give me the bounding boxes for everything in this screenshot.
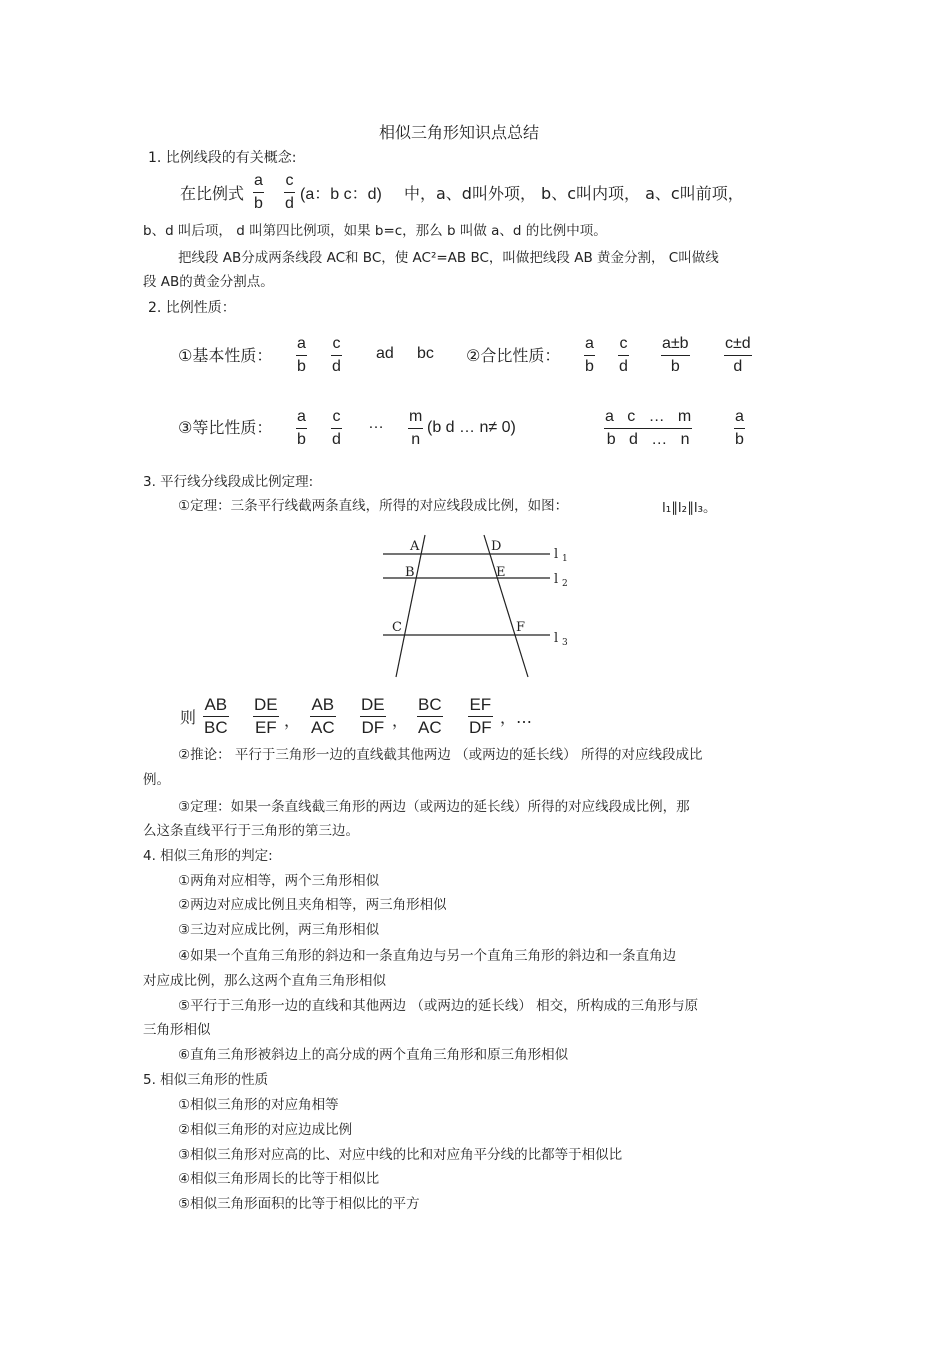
fraction-numerator: a [254,172,263,189]
fraction-numerator: a [297,408,306,425]
fraction-a-b [296,333,307,378]
corollary-line-2: 例。 [143,772,170,788]
golden-section-line-2: 段 AB的黄金分割点。 [143,274,274,290]
parallel-lines-notation: l₁∥l₂∥l₃。 [662,500,717,516]
nonzero-condition: (b d … n≠ 0) [427,419,516,436]
fraction-denominator: DF [469,718,492,737]
fraction-denominator: BC [204,718,228,737]
fraction-c-d [618,333,629,378]
fraction-denominator: b [254,195,263,212]
fraction-numerator: a c … m [605,408,692,425]
point-label-D: D [491,539,502,554]
line-label-l3-subscript: 3 [562,638,568,648]
section-3-heading: 3. 平行线分线段成比例定理: [143,474,314,490]
fraction-a-pm-b [661,333,690,378]
proportion-ratio: (a：b c：d) [300,186,382,203]
fraction-a-b [734,406,745,451]
fraction-c-d [284,170,295,215]
basic-property-label: ①基本性质： [178,346,273,365]
point-label-A: A [410,539,420,554]
criterion-item: ③三边对应成比例，两三角形相似 [178,922,380,938]
fraction-numerator: a [735,408,744,425]
fraction-denominator: n [411,431,421,448]
criterion-item: ②两边对应成比例且夹角相等，两三角形相似 [178,897,447,913]
proportion-terms-text: 中，a、d叫外项， b、c叫内项， a、c叫前项， [404,184,744,203]
ratio-BC-AC [417,694,443,739]
sum-property-label: ②合比性质： [466,346,561,365]
fraction-denominator: AC [311,718,335,737]
fraction-denominator: d [733,358,743,375]
fraction-c-d [331,406,342,451]
section-4-heading: 4. 相似三角形的判定: [143,848,273,864]
ratio-EF-DF [468,694,493,739]
fraction-denominator: b [670,358,680,375]
fraction-numerator: AB [204,695,228,714]
proportion-terms-line-2: b、d 叫后项， d 叫第四比例项，如果 b=c，那么 b 叫做 a、d 的比例中项。 [143,223,607,239]
criterion-item-continuation: 三角形相似 [143,1022,211,1038]
point-label-E: E [496,565,506,580]
converse-theorem-line-2: 么这条直线平行于三角形的第三边。 [143,823,359,839]
parallel-lines-figure [380,530,580,680]
line-label-l2: l [554,572,559,587]
point-label-F: F [516,620,526,635]
fraction-numerator: c±d [725,335,751,352]
criterion-item: ⑥直角三角形被斜边上的高分成的两个直角三角形和原三角形相似 [178,1047,569,1063]
property-item: ④相似三角形周长的比等于相似比 [178,1171,380,1187]
fraction-sum-ratio [604,406,692,451]
fraction-numerator: m [409,408,423,425]
proportion-prefix: 在比例式 [180,184,245,203]
fraction-numerator: c [619,335,628,352]
ratio-AB-AC [310,694,336,739]
fraction-numerator: a±b [662,335,689,352]
property-item: ③相似三角形对应高的比、对应中线的比和对应角平分线的比都等于相似比 [178,1147,623,1163]
fraction-denominator: AC [418,718,442,737]
then-label: 则 [180,708,197,727]
equal-ratio-property-label: ③等比性质： [178,418,273,437]
section-1-heading: 1. 比例线段的有关概念: [148,150,297,166]
fraction-c-pm-d [724,333,752,378]
golden-section-line-1: 把线段 AB分成两条线段 AC和 BC，使 AC²=AB BC，叫做把线段 AB 黄金分割， C叫做线 [178,250,719,266]
fraction-numerator: BC [418,695,442,714]
trailing-ellipsis: ，… [500,708,533,727]
fraction-denominator: b [585,358,594,375]
fraction-denominator: d [619,358,628,375]
fraction-numerator: c [332,408,341,425]
fraction-denominator: b [297,431,306,448]
property-item: ①相似三角形的对应角相等 [178,1097,339,1113]
fraction-m-n [408,406,423,451]
converse-theorem-line-1: ③定理：如果一条直线截三角形的两边（或两边的延长线）所得的对应线段成比例，那 [178,799,690,815]
transversal-ACB [396,535,425,677]
ratio-AB-BC [203,694,229,739]
ratio-DE-EF [253,694,279,739]
criterion-item: ①两角对应相等，两个三角形相似 [178,873,380,889]
separator-comma: ， [284,711,301,730]
criterion-item: ④如果一个直角三角形的斜边和一条直角边与另一个直角三角形的斜边和一条直角边 [178,948,677,964]
transversal-DEF [484,535,528,677]
fraction-denominator: b [735,431,744,448]
fraction-denominator: d [285,195,294,212]
fraction-numerator: DE [361,695,385,714]
section-5-heading: 5. 相似三角形的性质 [143,1072,269,1088]
section-2-heading: 2. 比例性质： [148,300,236,316]
point-label-B: B [405,565,415,580]
fraction-denominator: b [297,358,306,375]
fraction-numerator: c [285,172,294,189]
fraction-numerator: c [332,335,341,352]
fraction-numerator: DE [254,695,278,714]
fraction-denominator: EF [254,718,277,737]
point-label-C: C [392,620,402,635]
parallel-lines-theorem: ①定理：三条平行线截两条直线，所得的对应线段成比例，如图： [178,498,569,514]
fraction-numerator: a [297,335,306,352]
property-item: ②相似三角形的对应边成比例 [178,1122,353,1138]
fraction-denominator: d [332,431,341,448]
fraction-a-b [253,170,264,215]
fraction-denominator: DF [361,718,385,737]
ellipsis: … [368,415,384,432]
fraction-denominator: d [332,358,341,375]
line-label-l1: l [554,547,559,562]
criterion-item-continuation: 对应成比例，那么这两个直角三角形相似 [143,973,386,989]
product-bc: bc [417,345,434,362]
product-ad: ad [376,345,394,362]
property-item: ⑤相似三角形面积的比等于相似比的平方 [178,1196,420,1212]
separator-comma: ， [392,711,409,730]
fraction-numerator: a [585,335,594,352]
fraction-a-b [584,333,595,378]
ratio-DE-DF [360,694,386,739]
page-title: 相似三角形知识点总结 [379,123,540,142]
fraction-c-d [331,333,342,378]
fraction-a-b [296,406,307,451]
line-label-l2-subscript: 2 [562,579,568,589]
fraction-numerator: AB [311,695,335,714]
line-label-l1-subscript: 1 [562,554,568,564]
fraction-numerator: EF [469,695,492,714]
line-label-l3: l [554,631,559,646]
fraction-denominator: b d … n [606,431,690,448]
corollary-line-1: ②推论： 平行于三角形一边的直线截其他两边 （或两边的延长线） 所得的对应线段成比 [178,747,703,763]
criterion-item: ⑤平行于三角形一边的直线和其他两边 （或两边的延长线） 相交，所构成的三角形与原 [178,998,699,1014]
